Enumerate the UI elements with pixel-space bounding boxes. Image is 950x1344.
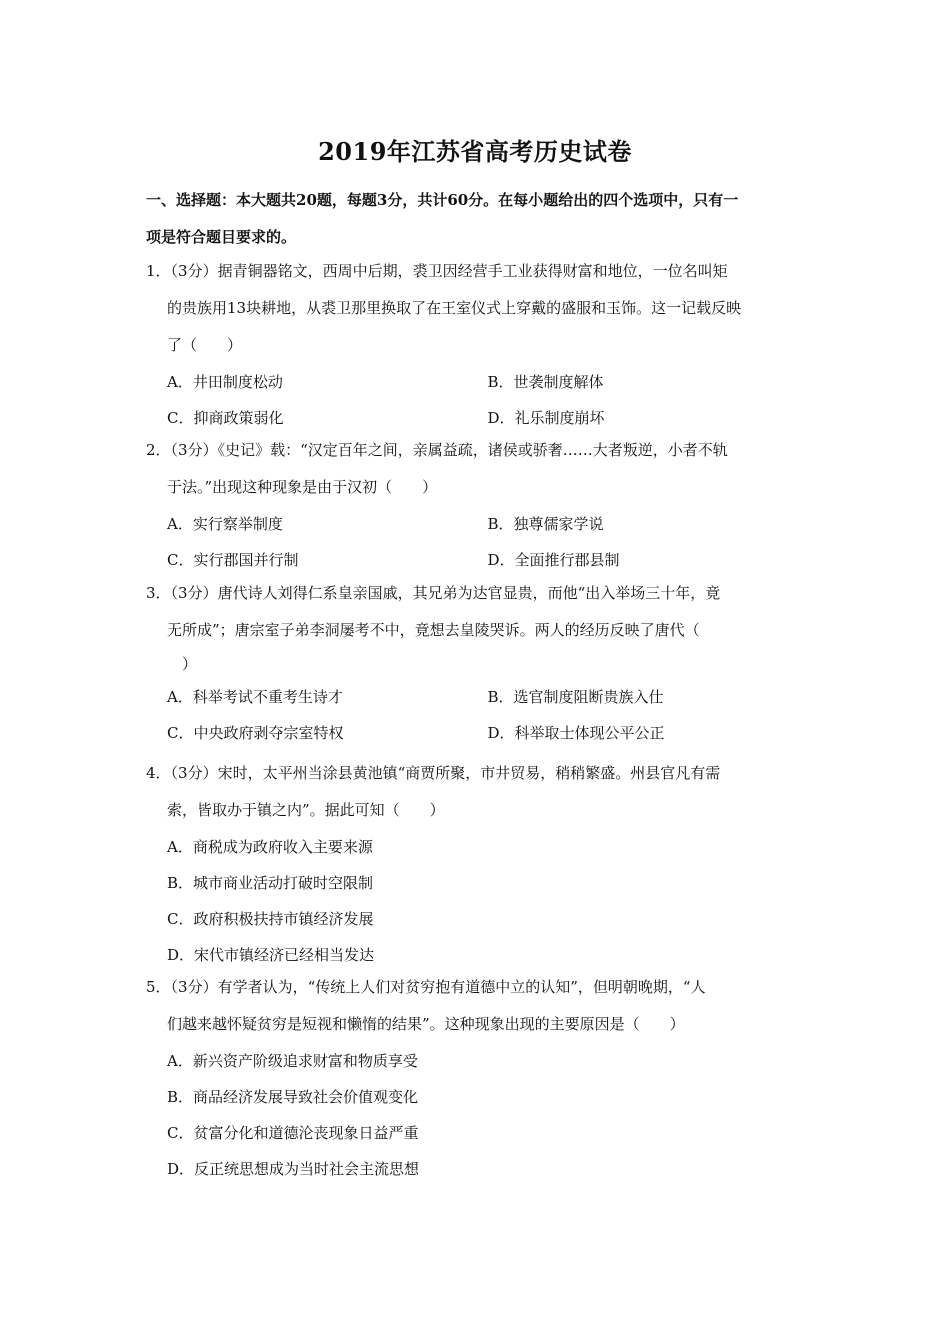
question-1-option-c: C．抑商政策弱化 (167, 409, 284, 427)
question-1-option-d: D．礼乐制度崩坏 (487, 409, 605, 427)
question-3-option-c: C．中央政府剥夺宗室特权 (167, 724, 344, 742)
exam-title: 2019年江苏省高考历史试卷 (318, 137, 632, 166)
question-1-line-3: 了（ ） (167, 336, 243, 354)
question-3-line-3: ） (167, 655, 198, 673)
question-3-option-d: D．科举取士体现公平公正 (487, 724, 665, 742)
question-5-option-c: C．贫富分化和道德沦丧现象日益严重 (167, 1124, 419, 1142)
question-5-option-b: B．商品经济发展导致社会价值观变化 (167, 1088, 419, 1106)
question-3 (146, 575, 808, 751)
question-2-option-c: C．实行郡国并行制 (167, 551, 299, 569)
question-4-line-2: 索，皆取办于镇之内”。据此可知（ ） (167, 801, 445, 819)
question-4-line-1: 4．（3分）宋时，太平州当涂县黄池镇“商贾所聚，市井贸易，稍稍繁盛。州县官凡有需 (146, 764, 721, 782)
question-4-option-a: A．商税成为政府收入主要来源 (167, 838, 373, 856)
question-1-option-a: A．井田制度松动 (167, 373, 283, 391)
question-3-option-a: A．科举考试不重考生诗才 (167, 688, 343, 706)
section-heading (146, 182, 806, 256)
question-5 (146, 969, 808, 1187)
question-3-line-1: 3．（3分）唐代诗人刘得仁系皇亲国戚，其兄弟为达官显贵，而他“出入举场三十年，竟 (146, 584, 721, 602)
question-5-option-d: D．反正统思想成为当时社会主流思想 (167, 1160, 420, 1178)
question-2-option-b: B．独尊儒家学说 (487, 515, 604, 533)
section-heading-line-1: 一、选择题：本大题共20题，每题3分，共计60分。在每小题给出的四个选项中，只有一 (146, 191, 739, 209)
question-2-option-a: A．实行察举制度 (167, 515, 283, 533)
question-5-line-2: 们越来越怀疑贫穷是短视和懒惰的结果”。这种现象出现的主要原因是（ ） (167, 1015, 685, 1033)
question-2-line-2: 于法。”出现这种现象是由于汉初（ ） (167, 478, 438, 496)
question-5-line-1: 5．（3分）有学者认为，“传统上人们对贫穷抱有道德中立的认知”，但明朝晚期，“人 (146, 978, 706, 996)
question-1-option-b: B．世袭制度解体 (487, 373, 604, 391)
question-1-line-1: 1．（3分）据青铜器铭文，西周中后期，裘卫因经营手工业获得财富和地位，一位名叫矩 (146, 262, 728, 280)
section-heading-line-2: 项是符合题目要求的。 (146, 228, 297, 246)
question-3-option-b: B．选官制度阻断贵族入仕 (487, 688, 664, 706)
question-4-option-c: C．政府积极扶持市镇经济发展 (167, 910, 374, 928)
question-1 (146, 253, 808, 436)
question-2-option-d: D．全面推行郡县制 (487, 551, 620, 569)
question-3-line-2: 无所成”；唐宗室子弟李洞屡考不中，竟想去皇陵哭诉。两人的经历反映了唐代（ (167, 621, 700, 639)
question-1-line-2: 的贵族用13块耕地，从裘卫那里换取了在王室仪式上穿戴的盛服和玉饰。这一记载反映 (167, 299, 742, 317)
question-4-option-d: D．宋代市镇经济已经相当发达 (167, 946, 375, 964)
question-4-option-b: B．城市商业活动打破时空限制 (167, 874, 374, 892)
question-2-line-1: 2．（3分）《史记》载：“汉定百年之间，亲属益疏，诸侯或骄奢……大者叛逆，小者不轨 (146, 441, 728, 459)
question-2 (146, 432, 808, 578)
question-5-option-a: A．新兴资产阶级追求财富和物质享受 (167, 1052, 418, 1070)
question-4 (146, 755, 808, 973)
